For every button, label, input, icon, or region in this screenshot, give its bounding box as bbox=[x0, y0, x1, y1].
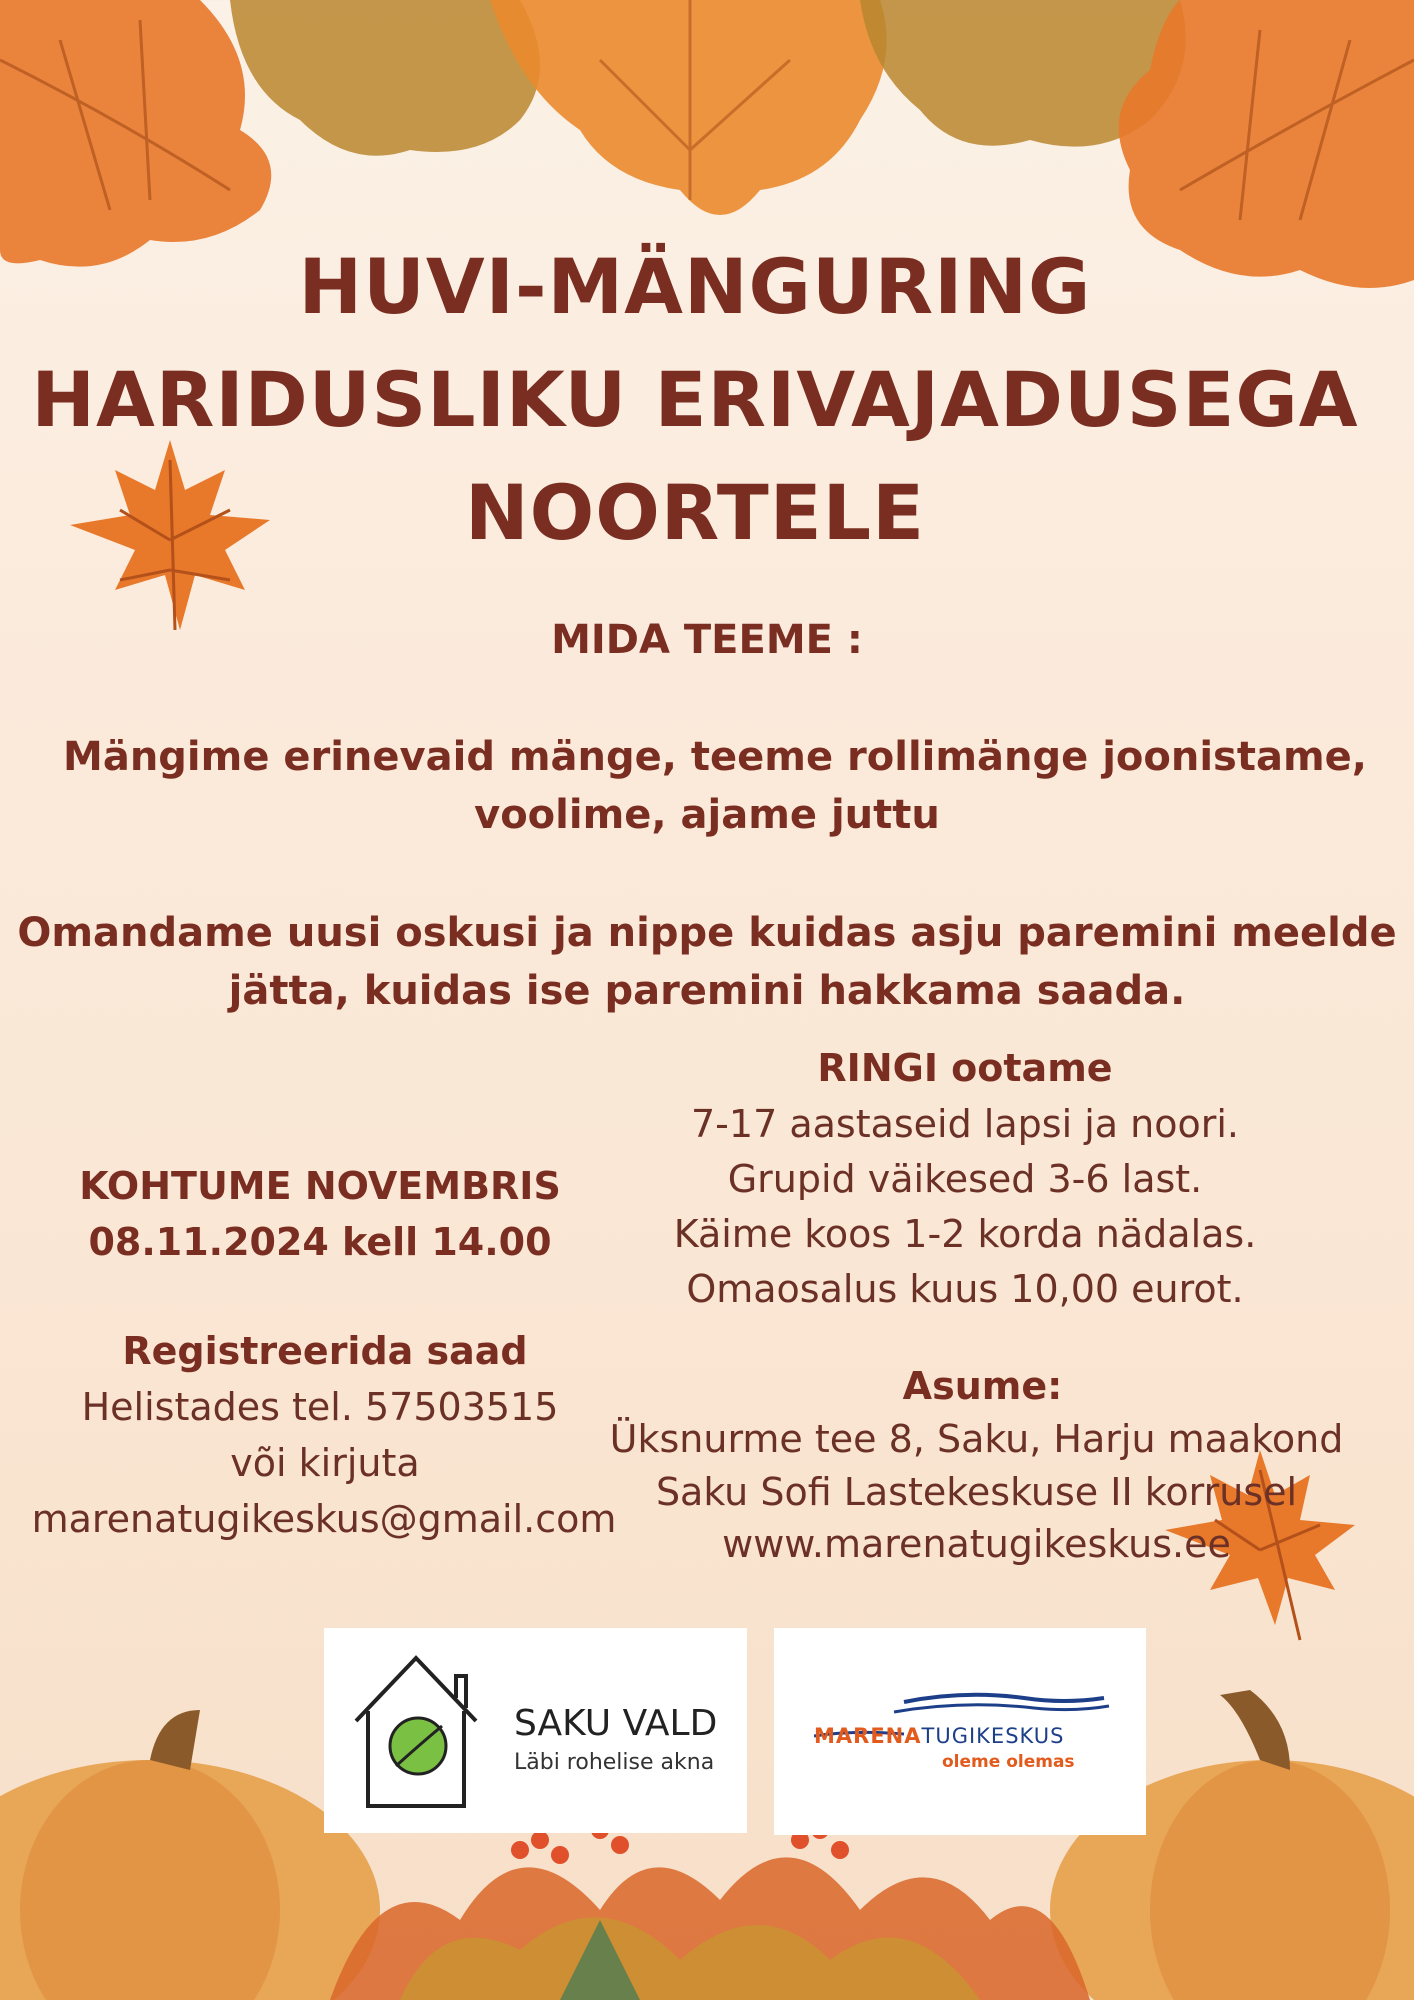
marena-name-part1: MARENA bbox=[814, 1724, 922, 1748]
page-title-line-3: NOORTELE bbox=[464, 468, 926, 557]
saku-vald-name: SAKU VALD bbox=[514, 1703, 718, 1744]
activities-line-2: voolime, ajame juttu bbox=[474, 792, 940, 838]
saku-vald-tagline: Läbi rohelise akna bbox=[514, 1750, 715, 1775]
group-frequency: Käime koos 1-2 korda nädalas. bbox=[673, 1212, 1257, 1256]
marena-tagline: oleme olemas bbox=[942, 1752, 1075, 1772]
location-address: Üksnurme tee 8, Saku, Harju maakond bbox=[609, 1417, 1344, 1461]
registration-or: või kirjuta bbox=[230, 1441, 420, 1485]
skills-line-2: jätta, kuidas ise paremini hakkama saada. bbox=[228, 968, 1186, 1014]
group-fee: Omaosalus kuus 10,00 eurot. bbox=[686, 1267, 1244, 1311]
marena-name bbox=[814, 1724, 1064, 1748]
meeting-month: KOHTUME NOVEMBRIS bbox=[79, 1164, 561, 1208]
registration-phone: Helistades tel. 57503515 bbox=[81, 1385, 559, 1429]
saku-vald-logo bbox=[324, 1628, 747, 1833]
marena-tugikeskus-logo bbox=[774, 1628, 1146, 1835]
registration-email[interactable]: marenatugikeskus@gmail.com bbox=[31, 1497, 617, 1541]
location-website[interactable]: www.marenatugikeskus.ee bbox=[722, 1522, 1231, 1566]
location-building: Saku Sofi Lastekeskuse II korrusel bbox=[655, 1470, 1298, 1514]
group-size: Grupid väikesed 3-6 last. bbox=[727, 1157, 1203, 1201]
skills-line-1: Omandame uusi oskusi ja nippe kuidas asju paremini meelde bbox=[17, 910, 1397, 956]
marena-name-part2: TUGIKESKUS bbox=[921, 1724, 1065, 1748]
page-title-line-1: HUVI-MÄNGURING bbox=[298, 242, 1092, 331]
page-title-line-2: HARIDUSLIKU ERIVAJADUSEGA bbox=[31, 355, 1359, 444]
meeting-date-time: 08.11.2024 kell 14.00 bbox=[88, 1220, 552, 1264]
leaf-top-center bbox=[490, 0, 887, 215]
activities-line-1: Mängime erinevaid mänge, teeme rollimänge joonistame, bbox=[63, 734, 1367, 780]
group-age: 7-17 aastaseid lapsi ja noori. bbox=[691, 1102, 1239, 1146]
group-heading: RINGI ootame bbox=[817, 1046, 1113, 1090]
location-heading: Asume: bbox=[902, 1364, 1063, 1408]
what-we-do-heading: MIDA TEEME : bbox=[551, 617, 863, 663]
registration-heading: Registreerida saad bbox=[122, 1329, 528, 1373]
house-leaf-icon bbox=[346, 1646, 486, 1816]
leaf-top-brown-left bbox=[230, 0, 540, 156]
